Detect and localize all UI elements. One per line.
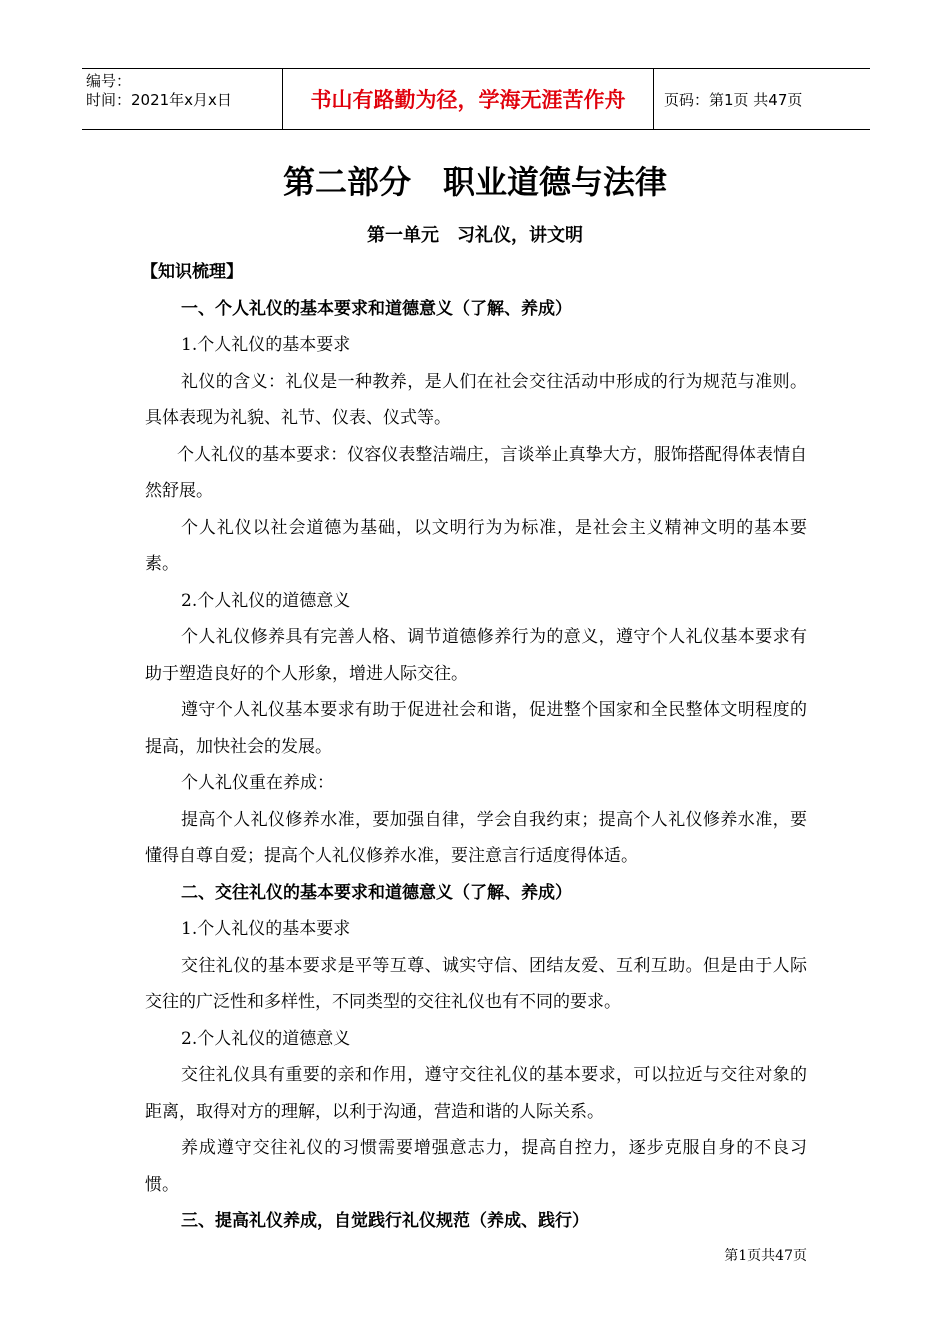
- section-heading: 三、提高礼仪养成，自觉践行礼仪规范（养成、践行）: [181, 1211, 589, 1231]
- section-heading: 二、交往礼仪的基本要求和道德意义（了解、养成）: [181, 882, 572, 903]
- paragraph: 交往礼仪的基本要求是平等互尊、诚实守信、团结友爱、互利互助。但是由于人际交往的广泛性和多样性，不同类型的交往礼仪也有不同的要求。: [145, 955, 807, 1012]
- header-page-info: 页码：第1页 共47页: [664, 90, 803, 109]
- paragraph: 交往礼仪具有重要的亲和作用，遵守交往礼仪的基本要求，可以拉近与交往对象的距离，取得对方的理解，以利于沟通，营造和谐的人际关系。: [145, 1065, 807, 1122]
- paragraph: 个人礼仪的基本要求：仪容仪表整洁端庄，言谈举止真挚大方，服饰搭配得体表情自然舒展。: [145, 444, 807, 501]
- page-title: 第二部分 职业道德与法律: [282, 163, 667, 201]
- section-heading: 一、个人礼仪的基本要求和道德意义（了解、养成）: [181, 298, 572, 319]
- page-footer: 第1页共47页: [724, 1248, 807, 1264]
- sub-heading: 2.个人礼仪的道德意义: [181, 1028, 351, 1049]
- code-label: 编号：: [86, 72, 132, 90]
- page-header: [82, 68, 870, 130]
- paragraph: 个人礼仪修养具有完善人格、调节道德修养行为的意义，遵守个人礼仪基本要求有助于塑造良好的个人形象，增进人际交往。: [145, 627, 807, 684]
- paragraph: 个人礼仪以社会道德为基础，以文明行为为标准，是社会主义精神文明的基本要素。: [145, 517, 807, 574]
- sub-heading: 2.个人礼仪的道德意义: [181, 590, 351, 611]
- paragraph: 礼仪的含义：礼仪是一种教养，是人们在社会交往活动中形成的行为规范与准则。具体表现为礼貌、礼节、仪表、仪式等。: [145, 371, 807, 428]
- document-body: [141, 254, 807, 1240]
- header-motto: 书山有路勤为径，学海无涯苦作舟: [282, 69, 654, 129]
- section-label: 【知识梳理】: [141, 262, 243, 282]
- header-meta: [82, 69, 282, 129]
- paragraph: 遵守个人礼仪基本要求有助于促进社会和谐，促进整个国家和全民整体文明程度的提高，加快社会的发展。: [145, 700, 807, 757]
- paragraph: 提高个人礼仪修养水准，要加强自律，学会自我约束；提高个人礼仪修养水准，要懂得自尊自爱；提高个人礼仪修养水准，要注意言行适度得体适。: [145, 809, 807, 866]
- paragraph: 个人礼仪重在养成：: [181, 773, 334, 793]
- unit-title: 第一单元 习礼仪，讲文明: [367, 225, 583, 246]
- date-line: 时间：2021年x月x日: [86, 91, 232, 109]
- sub-heading: 1.个人礼仪的基本要求: [181, 335, 351, 355]
- paragraph: 养成遵守交往礼仪的习惯需要增强意志力，提高自控力，逐步克服自身的不良习惯。: [145, 1138, 807, 1195]
- sub-heading: 1.个人礼仪的基本要求: [181, 919, 351, 939]
